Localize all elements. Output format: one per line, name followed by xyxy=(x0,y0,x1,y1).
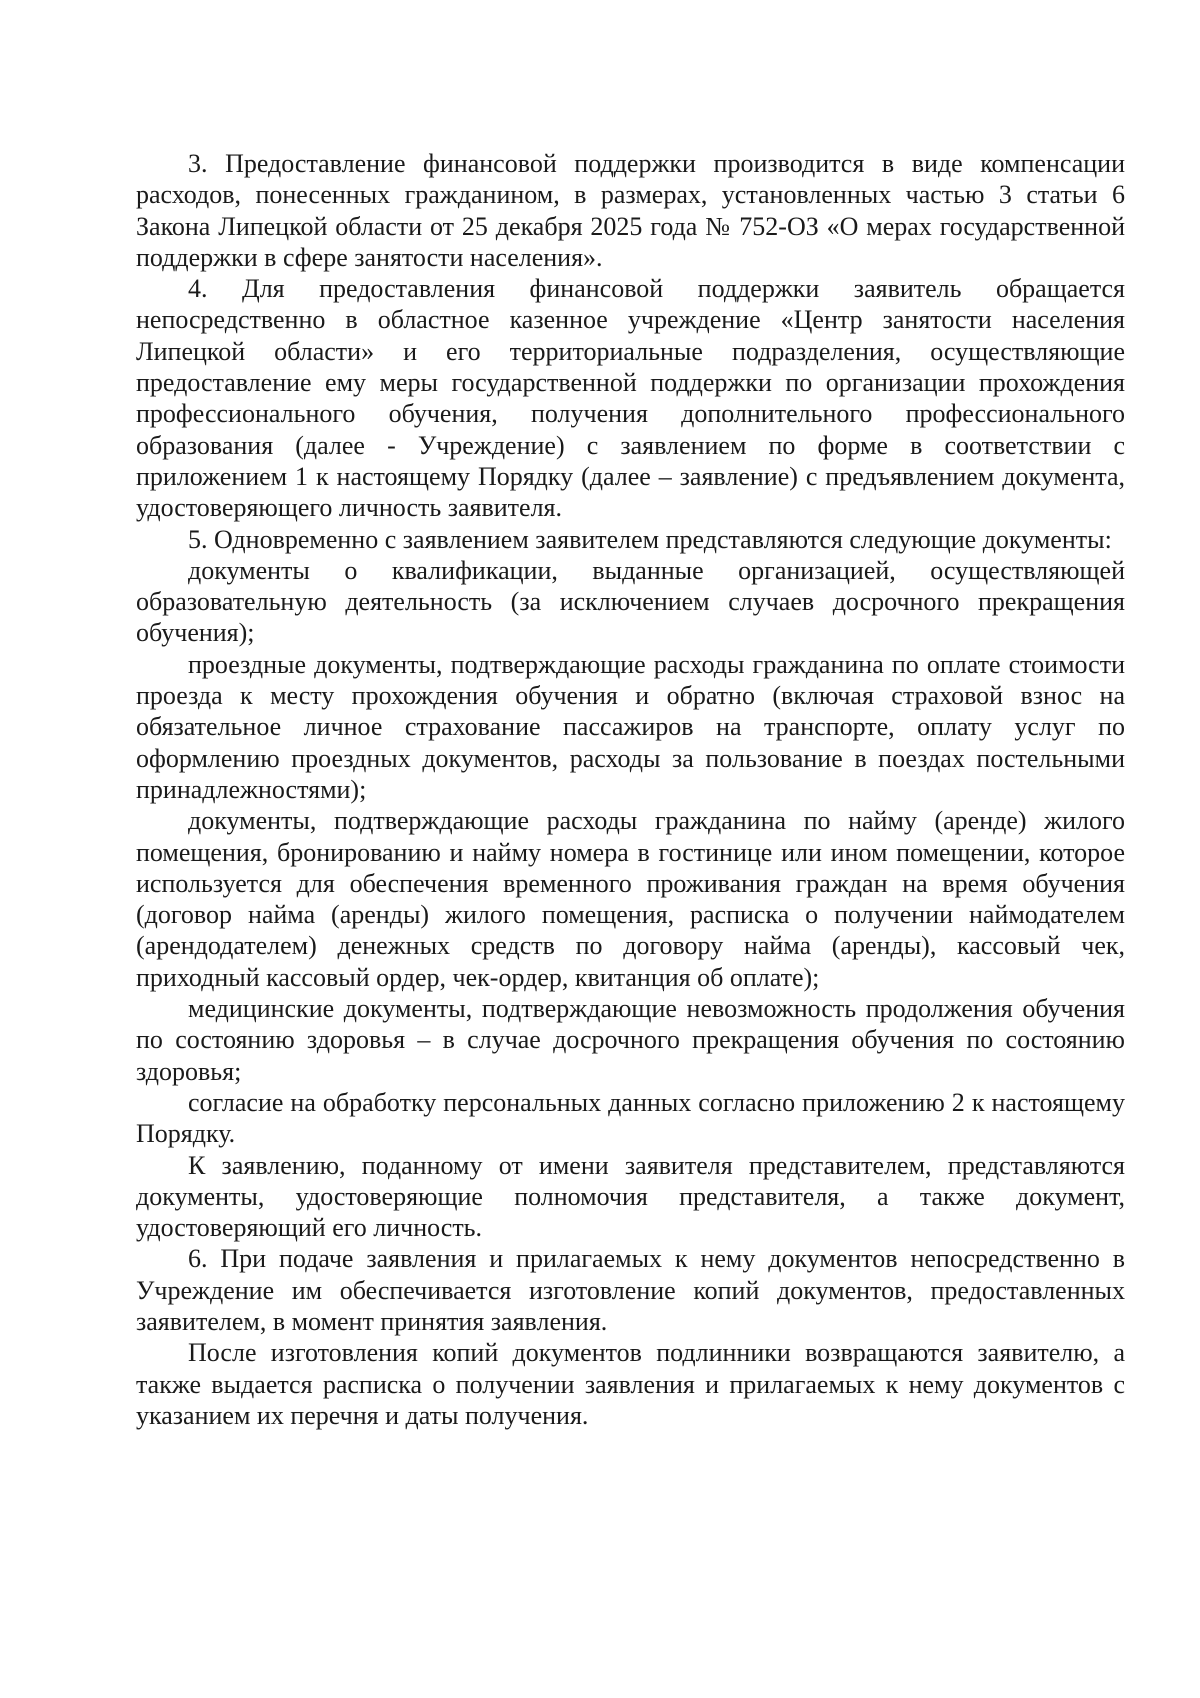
paragraph-representative: К заявлению, поданному от имени заявителя представителем, представляются документы, удостоверяющие полномочия представителя, а также документ, удостоверяющий его личность. xyxy=(136,1150,1125,1243)
paragraph-5-documents: 5. Одновременно с заявлением заявителем представляются следующие документы: xyxy=(188,524,1112,554)
list-item-medical-documents: медицинские документы, подтверждающие невозможность продолжения обучения по состоянию здоровья – в случае досрочного прекращения обучения по состоянию здоровья; xyxy=(136,994,1125,1086)
list-item-personal-data-consent: согласие на обработку персональных данных согласно приложению 2 к настоящему Порядку. xyxy=(136,1087,1125,1149)
list-item-housing-documents: документы, подтверждающие расходы гражданина по найму (аренде) жилого помещения, бронированию и найму номера в гостинице или ином помещении, которое используется для обеспечения временного проживания граждан на время обучения (договор найма (аренды) жилого помещения, расписка о получении наймодателем (арендодателем) денежных средств по договору найма (аренды), кассовый чек, приходный кассовый ордер, чек-ордер, квитанция об оплате); xyxy=(136,806,1125,992)
paragraph-4-application: 4. Для предоставления финансовой поддержки заявитель обращается непосредственно в областное казенное учреждение «Центр занятости населения Липецкой области» и его территориальные подразделения, осуществляющие предоставление ему меры государственной поддержки по организации прохождения профессионального обучения, получения дополнительного профессионального образования (далее - Учреждение) с заявлением по форме в соответствии с приложением 1 к настоящему Порядку (далее – заявление) с предъявлением документа, удостоверяющего личность заявителя. xyxy=(136,274,1125,523)
paragraph-3-compensation: 3. Предоставление финансовой поддержки производится в виде компенсации расходов, понесенных гражданином, в размерах, установленных частью 3 статьи 6 Закона Липецкой области от 25 декабря 2025 года № 752-ОЗ «О мерах государственной поддержки в сфере занятости населения». xyxy=(136,149,1125,272)
paragraph-6-copies: 6. При подаче заявления и прилагаемых к нему документов непосредственно в Учреждение им обеспечивается изготовление копий документов, предоставленных заявителем, в момент принятия заявления. xyxy=(136,1244,1125,1336)
list-item-travel-documents: проездные документы, подтверждающие расходы гражданина по оплате стоимости проезда к месту прохождения обучения и обратно (включая страховой взнос на обязательное личное страхование пассажиров на транспорте, оплату услуг по оформлению проездных документов, расходы за пользование в поездах постельными принадлежностями); xyxy=(136,649,1125,804)
list-item-qualification-documents: документы о квалификации, выданные организацией, осуществляющей образовательную деятельность (за исключением случаев досрочного прекращения обучения); xyxy=(136,555,1125,648)
document-body xyxy=(136,148,1125,1431)
paragraph-originals-returned: После изготовления копий документов подлинники возвращаются заявителю, а также выдается расписка о получении заявления и прилагаемых к нему документов с указанием их перечня и даты получения. xyxy=(136,1338,1125,1430)
